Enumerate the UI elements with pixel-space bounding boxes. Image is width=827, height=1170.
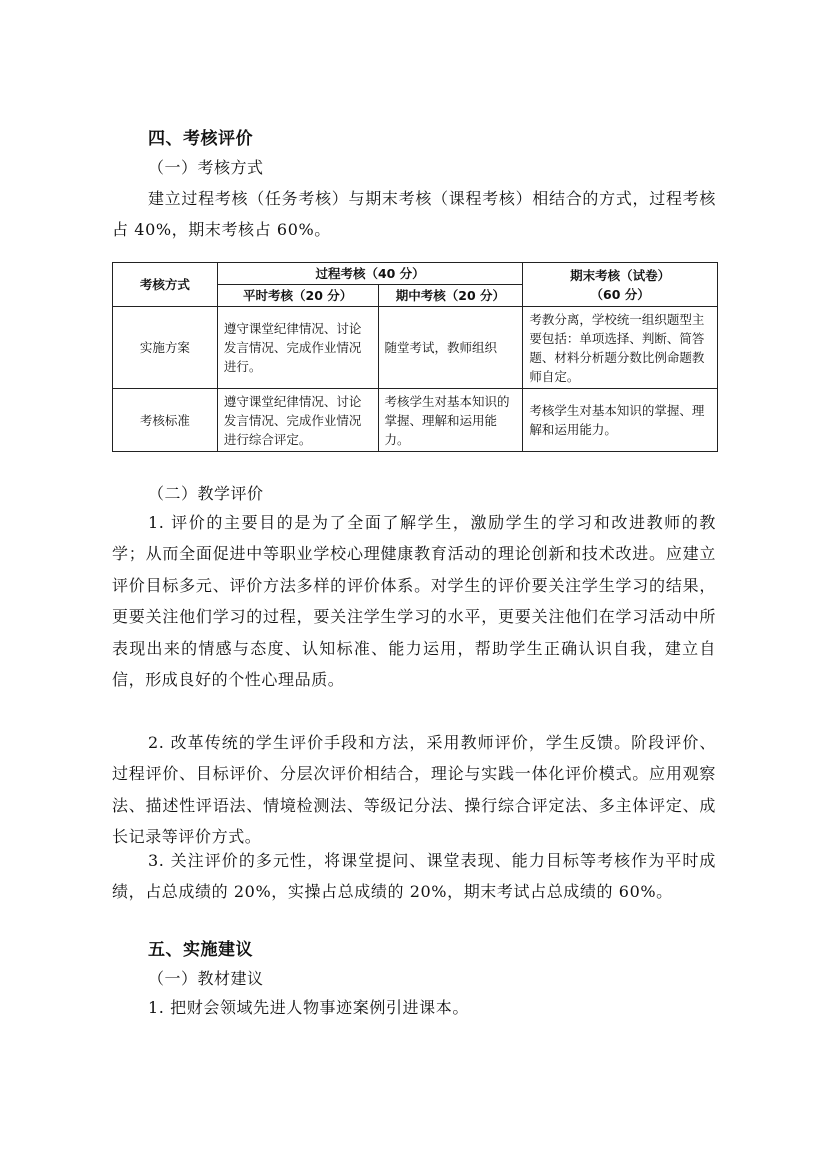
table-row	[113, 307, 718, 389]
header-midterm: 期中考核（20 分）	[378, 285, 523, 307]
cell-regular: 遵守课堂纪律情况、讨论发言情况、完成作业情况进行。	[217, 307, 378, 389]
cell-midterm: 考核学生对基本知识的掌握、理解和运用能力。	[378, 389, 523, 452]
row-label: 实施方案	[113, 307, 218, 389]
table-row	[113, 389, 718, 452]
list-item: 1. 把财会领域先进人物事迹案例引进课本。	[148, 998, 469, 1017]
subheading-textbook: （一）教材建议	[148, 969, 264, 988]
section-heading-assessment: 四、考核评价	[148, 129, 253, 149]
paragraph-evaluation-3: 3. 关注评价的多元性，将课堂提问、课堂表现、能力目标等考核作为平时成绩，占总成绩的 20%，实操占总成绩的 20%，期末考试占总成绩的 60%。	[112, 851, 716, 902]
subheading-assessment-method: （一）考核方式	[148, 158, 264, 177]
header-regular: 平时考核（20 分）	[217, 285, 378, 307]
cell-final: 考核学生对基本知识的掌握、理解和运用能力。	[523, 389, 718, 452]
assessment-table	[112, 262, 718, 452]
header-method: 考核方式	[113, 263, 218, 307]
header-final-score: （60 分）	[590, 286, 650, 302]
row-label: 考核标准	[113, 389, 218, 452]
section-heading-implementation: 五、实施建议	[148, 940, 253, 960]
paragraph-evaluation-1: 1. 评价的主要目的是为了全面了解学生，激励学生的学习和改进教师的教学；从而全面促进中等职业学校心理健康教育活动的理论创新和技术改进。应建立评价目标多元、评价方法多样的评价体系。对学生的评价要关注学生学习的结果，更要关注他们学习的过程，要关注学生学习的水平，更要关注他们在学习活动中所表现出来的情感与态度、认知标准、能力运用，帮助学生正确认识自我，建立自信，形成良好的个性心理品质。	[112, 513, 716, 690]
header-final-title: 期末考核（试卷）	[570, 267, 671, 283]
header-final	[523, 263, 718, 307]
cell-final: 考教分离，学校统一组织题型主要包括：单项选择、判断、简答题、材料分析题分数比例命题教师自定。	[523, 307, 718, 389]
subheading-teaching-evaluation: （二）教学评价	[148, 484, 264, 503]
cell-regular: 遵守课堂纪律情况、讨论发言情况、完成作业情况进行综合评定。	[217, 389, 378, 452]
cell-midterm: 随堂考试，教师组织	[378, 307, 523, 389]
paragraph-evaluation-2: 2. 改革传统的学生评价手段和方法，采用教师评价，学生反馈。阶段评价、过程评价、目标评价、分层次评价相结合，理论与实践一体化评价模式。应用观察法、描述性评语法、情境检测法、等级记分法、操行综合评定法、多主体评定、成长记录等评价方式。	[112, 733, 716, 847]
paragraph-assessment-intro: 建立过程考核（任务考核）与期末考核（课程考核）相结合的方式，过程考核占 40%，期末考核占 60%。	[112, 189, 716, 240]
header-process: 过程考核（40 分）	[217, 263, 523, 285]
